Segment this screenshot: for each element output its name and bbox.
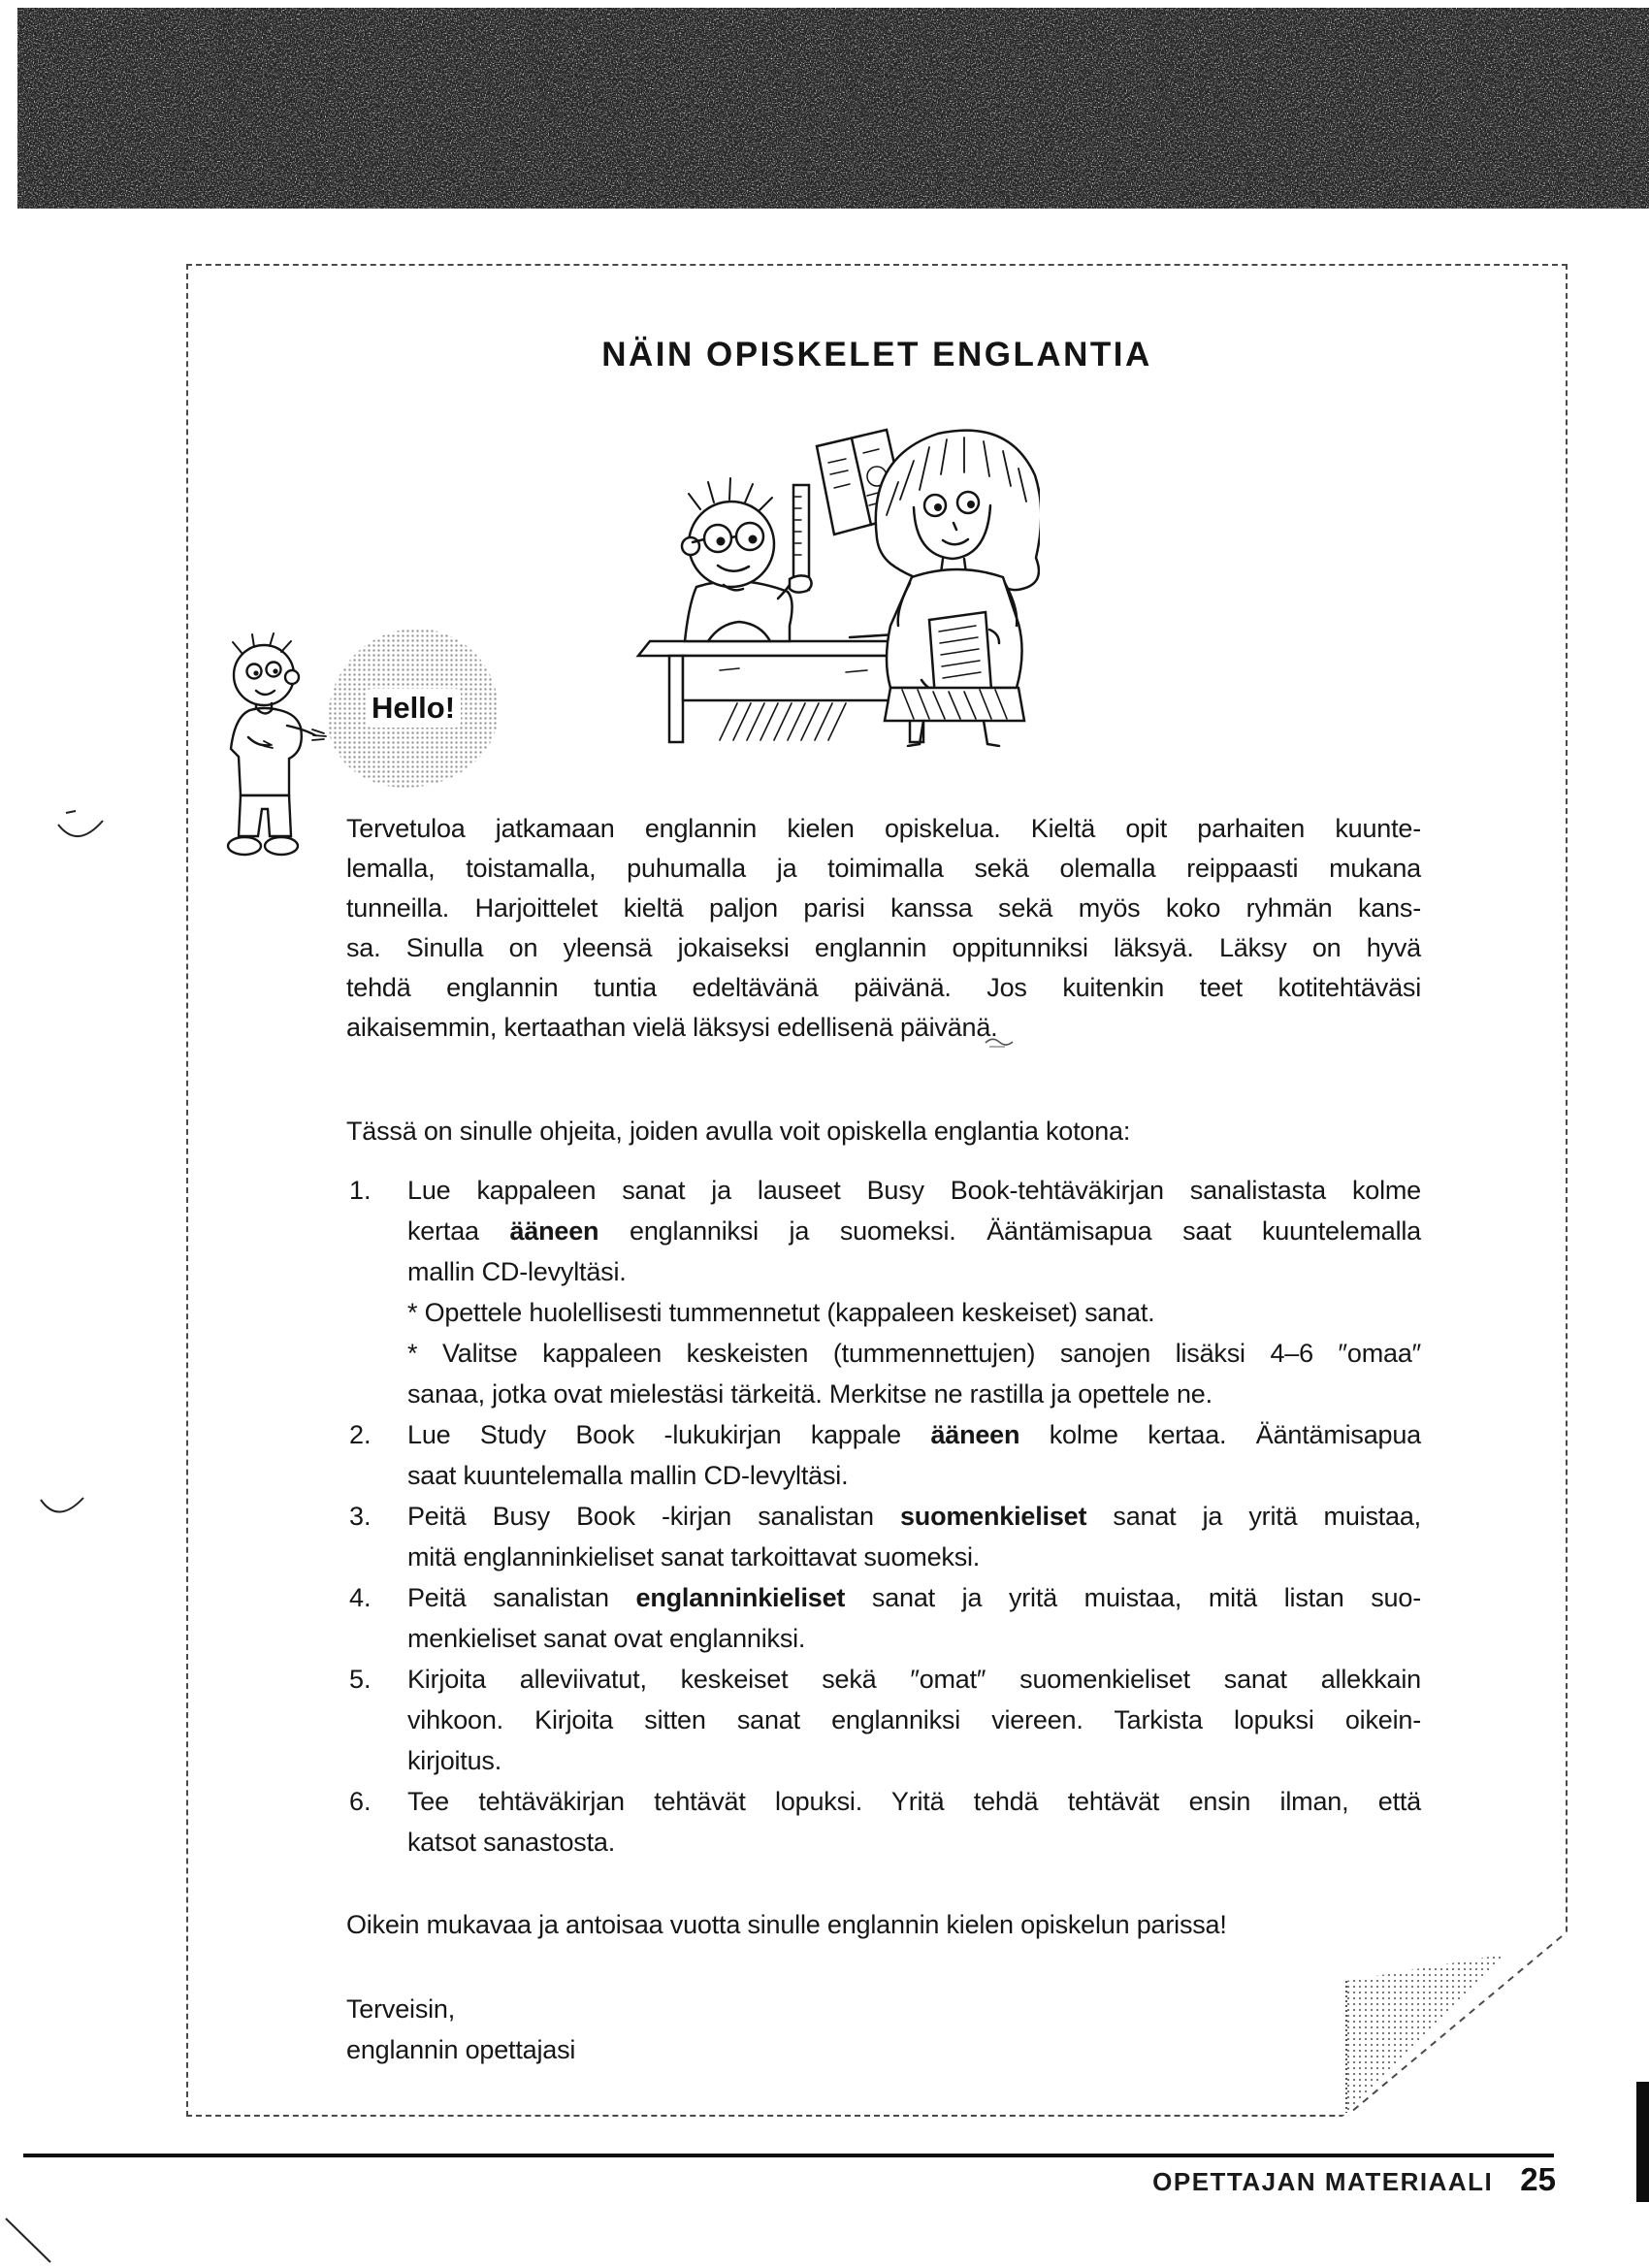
- text-line: sa. Sinulla on yleensä jokaiseksi englannin oppitunniksi läksyä. Läksy on hyvä: [346, 933, 1421, 962]
- scan-artifact-pen-stroke: [2, 2214, 60, 2268]
- scan-artifact-squiggle: [47, 807, 114, 856]
- signature-line: englannin opettajasi: [346, 2035, 576, 2064]
- text-line: Tervetuloa jatkamaan englannin kielen opiskelua. Kieltä opit parhaiten kuunte-: [346, 814, 1421, 843]
- text-line: kirjoitus.: [407, 1746, 502, 1775]
- list-item: [346, 1781, 1421, 1863]
- text-line: menkieliset sanat ovat englanniksi.: [407, 1624, 806, 1653]
- list-item-number: 4.: [349, 1583, 372, 1612]
- scan-noise-band: [17, 8, 1649, 209]
- footer-page-number: 25: [1520, 2161, 1556, 2197]
- list-item: [346, 1659, 1421, 1781]
- list-item: [346, 1496, 1421, 1577]
- list-item-number: 2.: [349, 1420, 372, 1449]
- text-line: vihkoon. Kirjoita sitten sanat englanniksi viereen. Tarkista lopuksi oikein-: [407, 1705, 1421, 1734]
- footer-rule: [23, 2154, 1554, 2157]
- closing-line: Oikein mukavaa ja antoisaa vuotta sinulle englannin kielen opiskelun parissa!: [346, 1910, 1227, 1939]
- intro-paragraph: [346, 809, 1421, 1048]
- list-item: [346, 1414, 1421, 1496]
- text-line: mallin CD-levyltäsi.: [407, 1257, 627, 1286]
- list-item-number: 3.: [349, 1502, 372, 1531]
- text-line: Kirjoita alleviivatut, keskeiset sekä ″omat″ suomenkieliset sanat allekkain: [407, 1665, 1421, 1694]
- list-item-number: 6.: [349, 1787, 372, 1816]
- list-item-number: 5.: [349, 1665, 372, 1694]
- text-line: mitä englanninkieliset sanat tarkoittavat suomeksi.: [407, 1542, 981, 1571]
- speech-bubble-text: Hello!: [366, 689, 461, 728]
- scan-artifact-smudge: [984, 1034, 1022, 1050]
- text-line: saat kuuntelemalla mallin CD-levyltäsi.: [407, 1461, 849, 1490]
- list-item: [346, 1577, 1421, 1659]
- text-line: Peitä Busy Book -kirjan sanalistan suomenkieliset sanat ja yritä muistaa,: [407, 1502, 1421, 1531]
- signature-block: [346, 1989, 1421, 2070]
- list-item-number: 1.: [349, 1176, 372, 1205]
- text-line: lemalla, toistamalla, puhumalla ja toimimalla sekä olemalla reippaasti mukana: [346, 854, 1421, 883]
- text-line: Peitä sanalistan englanninkieliset sanat ja yritä muistaa, mitä listan suo-: [407, 1583, 1421, 1612]
- page-title: NÄIN OPISKELET ENGLANTIA: [601, 336, 1152, 373]
- guide-intro-line: Tässä on sinulle ohjeita, joiden avulla voit opiskella englantia kotona:: [346, 1117, 1131, 1146]
- text-line: * Valitse kappaleen keskeisten (tummennettujen) sanojen lisäksi 4–6 ″omaa″: [407, 1339, 1421, 1368]
- halftone-texture: [17, 8, 1649, 209]
- scan-edge-artifact: [1636, 2082, 1649, 2202]
- text-line: Lue kappaleen sanat ja lauseet Busy Book-tehtäväkirjan sanalistasta kolme: [407, 1176, 1421, 1205]
- text-line: Tee tehtäväkirjan tehtävät lopuksi. Yritä tehdä tehtävät ensin ilman, että: [407, 1787, 1421, 1816]
- text-line: katsot sanastosta.: [407, 1828, 616, 1857]
- footer: [970, 2161, 1556, 2198]
- speech-bubble: [328, 629, 499, 788]
- signature-line: Terveisin,: [346, 1994, 456, 2024]
- text-line: tunneilla. Harjoittelet kieltä paljon parisi kanssa sekä myös koko ryhmän kans-: [346, 893, 1421, 923]
- text-line: sanaa, jotka ovat mielestäsi tärkeitä. Merkitse ne rastilla ja opettele ne.: [407, 1379, 1212, 1409]
- greeting-boy-illustration: [215, 632, 327, 860]
- footer-label: OPETTAJAN MATERIAALI: [1152, 2167, 1494, 2196]
- text-line: aikaisemmin, kertaathan vielä läksysi edellisenä päivänä.: [346, 1013, 998, 1042]
- worksheet-dashed-box: [186, 264, 1568, 2117]
- list-item: [346, 1170, 1421, 1414]
- text-line: * Opettele huolellisesti tummennetut (kappaleen keskeiset) sanat.: [407, 1298, 1155, 1327]
- classroom-illustration: [623, 393, 1040, 747]
- page-curl-decoration: [1335, 1932, 1568, 2117]
- text-line: kertaa ääneen englanniksi ja suomeksi. Ääntämisapua saat kuuntelemalla: [407, 1216, 1421, 1246]
- text-line: tehdä englannin tuntia edeltävänä päivänä. Jos kuitenkin teet kotitehtäväsi: [346, 973, 1421, 1002]
- instruction-list: [346, 1170, 1421, 1863]
- scan-artifact-squiggle: [33, 1488, 91, 1532]
- text-line: Lue Study Book -lukukirjan kappale ääneen kolme kertaa. Ääntämisapua: [407, 1420, 1421, 1449]
